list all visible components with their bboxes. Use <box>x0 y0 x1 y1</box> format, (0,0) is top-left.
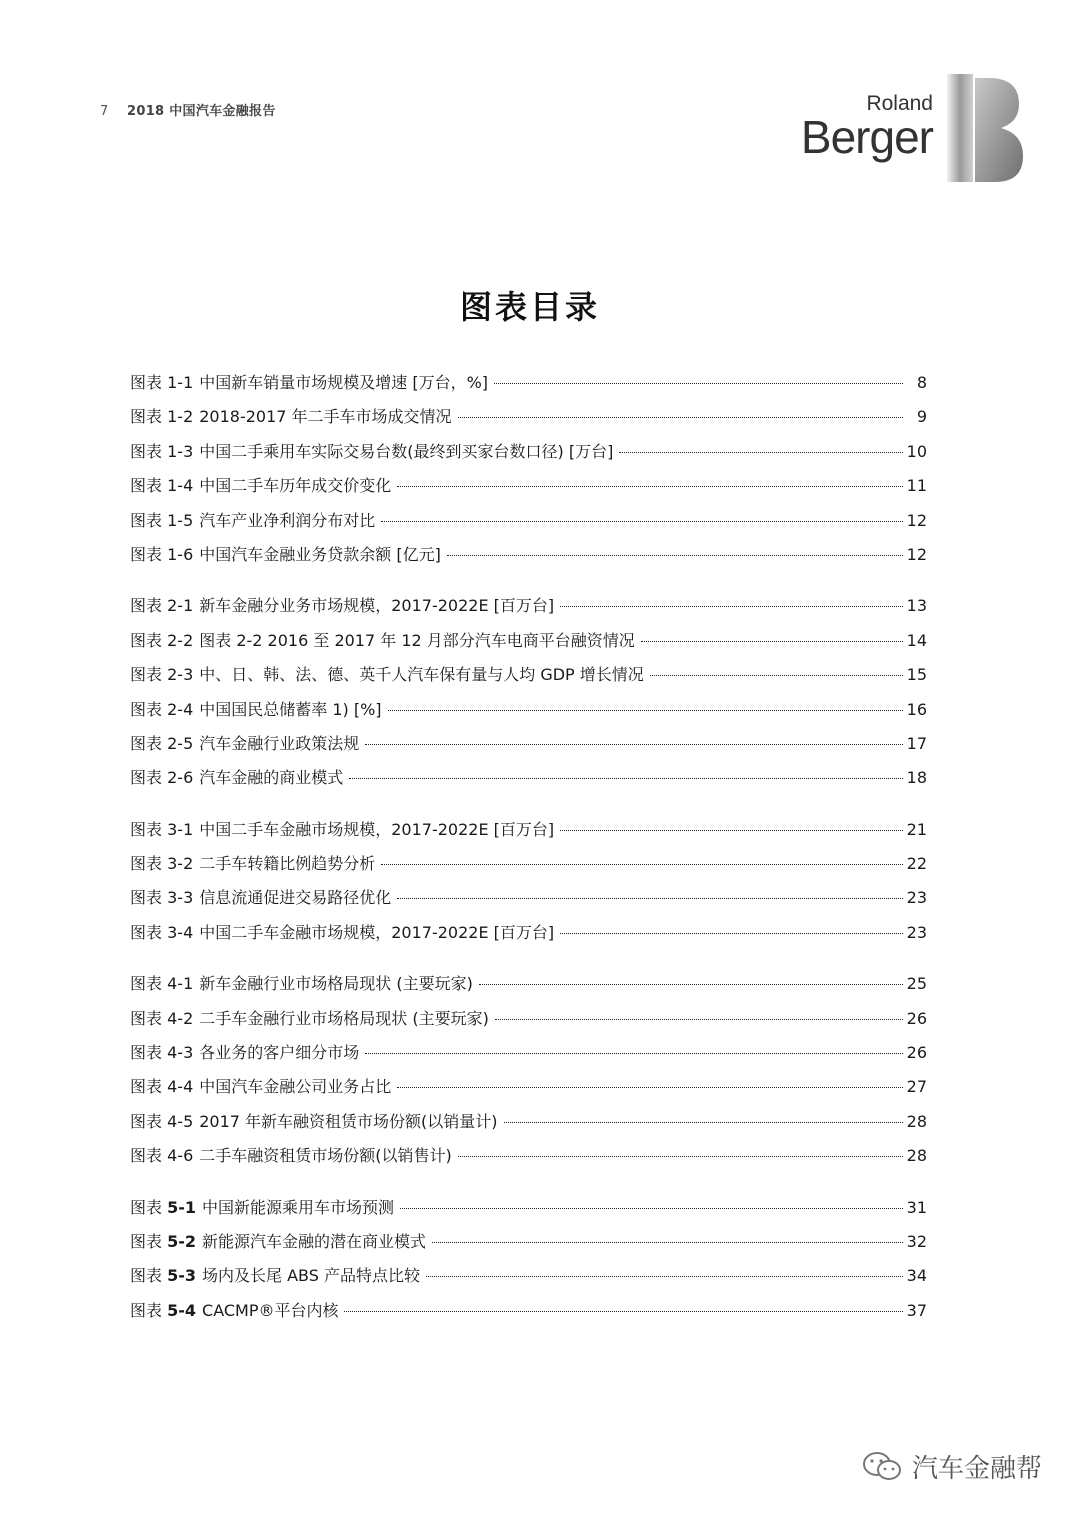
toc-entry-text: 中国二手车金融市场规模，2017-2022E [百万台] <box>199 819 555 839</box>
toc-entry-id: 2-5 <box>167 733 194 753</box>
toc-entry-id: 4-6 <box>167 1146 194 1166</box>
toc-entry-page: 26 <box>906 1043 927 1063</box>
toc-entry-id: 3-4 <box>167 922 194 942</box>
toc-entry-number-group <box>130 1112 193 1131</box>
toc-entry-prefix: 图表 <box>130 665 163 685</box>
toc-entry-prefix: 图表 <box>130 1300 163 1320</box>
toc-entry-page: 13 <box>906 596 927 616</box>
toc-entry[interactable] <box>130 1006 927 1040</box>
logo-b-mark-icon <box>945 74 1025 184</box>
dot-leader <box>365 1053 902 1054</box>
wechat-icon <box>862 1450 902 1484</box>
toc-entry-text: 汽车产业净利润分布对比 <box>199 510 376 530</box>
page-header <box>100 100 276 119</box>
toc-entry-text: 中国二手车历年成交价变化 <box>199 476 392 496</box>
dot-leader <box>447 555 903 556</box>
toc-entry-number-group <box>130 631 193 650</box>
toc-entry-prefix: 图表 <box>130 476 163 496</box>
toc-entry-number-group <box>130 700 193 719</box>
toc-entry-prefix: 图表 <box>130 1146 163 1166</box>
toc-entry-text: 二手车金融行业市场格局现状 (主要玩家) <box>199 1008 489 1028</box>
page-number: 7 <box>100 104 109 119</box>
dot-leader <box>349 778 902 779</box>
toc-entry-number-group <box>130 1232 196 1251</box>
toc-entry-id: 4-3 <box>167 1043 194 1063</box>
dot-leader <box>494 383 903 384</box>
toc-entry-number-group <box>130 1077 193 1096</box>
toc-entry[interactable] <box>130 662 927 696</box>
toc-entry-text: 中国二手车金融市场规模，2017-2022E [百万台] <box>199 922 555 942</box>
toc-entry-prefix: 图表 <box>130 733 163 753</box>
toc-entry-page: 25 <box>906 974 927 994</box>
logo-text-berger: Berger <box>800 111 933 163</box>
toc-entry-page: 34 <box>906 1266 927 1286</box>
toc-entry-prefix: 图表 <box>130 1043 163 1063</box>
toc-entry-label <box>130 508 375 531</box>
toc-entry-label <box>130 817 554 840</box>
toc-entry-id: 1-4 <box>167 476 194 496</box>
toc-entry-id: 2-2 <box>167 630 194 650</box>
toc-entry[interactable] <box>130 542 927 576</box>
toc-entry-page: 11 <box>906 476 927 496</box>
watermark <box>862 1448 1042 1485</box>
toc-entry-prefix: 图表 <box>130 819 163 839</box>
dot-leader <box>560 606 902 607</box>
toc-entry-id: 3-3 <box>167 888 194 908</box>
toc-entry[interactable] <box>130 1143 927 1177</box>
toc-entry[interactable] <box>130 439 927 473</box>
dot-leader <box>641 641 903 642</box>
watermark-text: 汽车金融帮 <box>912 1454 1043 1484</box>
toc-entry-number-group <box>130 768 193 787</box>
toc-entry-prefix: 图表 <box>130 974 163 994</box>
toc-entry-page: 32 <box>906 1231 927 1251</box>
toc-entry-label <box>130 885 391 908</box>
group-gap <box>130 1178 927 1195</box>
toc-entry[interactable] <box>130 817 927 851</box>
toc-entry-page: 15 <box>906 665 927 685</box>
dot-leader <box>397 1087 902 1088</box>
toc-entry-number-group <box>130 1301 196 1320</box>
toc-entry-page: 10 <box>906 441 927 461</box>
toc-entry-number-group <box>130 407 193 426</box>
dot-leader <box>426 1276 903 1277</box>
dot-leader <box>479 984 903 985</box>
toc-entry-number-group <box>130 1043 193 1062</box>
toc-entry-prefix: 图表 <box>130 768 163 788</box>
toc-entry-prefix: 图表 <box>130 888 163 908</box>
toc-entry-text: 信息流通促进交易路径优化 <box>199 888 392 908</box>
dot-leader <box>560 830 902 831</box>
toc-entry[interactable] <box>130 697 927 731</box>
toc-entry-number-group <box>130 373 193 392</box>
toc-entry[interactable] <box>130 731 927 765</box>
toc-entry-id: 5-1 <box>167 1197 197 1217</box>
toc-entry-number-group <box>130 888 193 907</box>
toc-entry[interactable] <box>130 971 927 1005</box>
toc-entry-label <box>130 662 644 685</box>
dot-leader <box>560 933 902 934</box>
toc-entry[interactable] <box>130 473 927 507</box>
toc-entry[interactable] <box>130 765 927 799</box>
toc-entry-text: 新车金融行业市场格局现状 (主要玩家) <box>199 974 473 994</box>
toc-entry-text: 二手车融资租赁市场份额(以销售计) <box>199 1146 452 1166</box>
toc-entry-page: 23 <box>906 922 927 942</box>
toc-entry-prefix: 图表 <box>130 1197 163 1217</box>
toc-entry-number-group <box>130 734 193 753</box>
toc-entry-label <box>130 1074 391 1097</box>
toc-entry-number-group <box>130 545 193 564</box>
toc-entry-number-group <box>130 923 193 942</box>
dot-leader <box>495 1019 903 1020</box>
toc-entry-id: 5-2 <box>167 1231 197 1251</box>
toc-entry-id: 4-1 <box>167 974 194 994</box>
toc-entry-label <box>130 1263 420 1286</box>
toc-entry-number-group <box>130 1198 196 1217</box>
toc-entry-label <box>130 765 343 788</box>
toc-entry-page: 21 <box>906 819 927 839</box>
toc-entry[interactable] <box>130 1074 927 1108</box>
toc-entry-text: 二手车转籍比例趋势分析 <box>199 854 376 874</box>
toc-entry[interactable] <box>130 1109 927 1143</box>
toc-entry-number-group <box>130 854 193 873</box>
toc-entry-label <box>130 370 488 393</box>
toc-entry-id: 1-1 <box>167 373 194 392</box>
toc-entry-label <box>130 1109 498 1132</box>
dot-leader <box>458 1156 903 1157</box>
toc-entry-id: 1-3 <box>167 441 194 461</box>
toc-entry-id: 4-2 <box>167 1008 194 1028</box>
dot-leader <box>365 744 902 745</box>
toc-entry-label <box>130 1195 394 1218</box>
toc-entry-page: 26 <box>906 1008 927 1028</box>
dot-leader <box>504 1122 903 1123</box>
toc-entry-prefix: 图表 <box>130 510 163 530</box>
toc-entry[interactable] <box>130 885 927 919</box>
toc-entry-text: 汽车金融的商业模式 <box>199 768 344 788</box>
toc-entry-id: 3-1 <box>167 819 194 839</box>
toc-entry-label <box>130 731 359 754</box>
toc-entry-id: 5-4 <box>167 1300 197 1320</box>
toc-entry-label <box>130 1040 359 1063</box>
logo-text-roland: Roland <box>866 92 933 115</box>
toc-entry-text: 新能源汽车金融的潜在商业模式 <box>202 1231 427 1251</box>
toc-entry-page: 17 <box>906 733 927 753</box>
toc-entry-id: 4-5 <box>167 1111 194 1131</box>
toc-entry-prefix: 图表 <box>130 441 163 461</box>
toc-entry-prefix: 图表 <box>130 596 163 616</box>
toc-entry[interactable] <box>130 628 927 662</box>
toc-entry-label <box>130 628 635 651</box>
dot-leader <box>397 486 902 487</box>
dot-leader <box>619 452 902 453</box>
report-title: 2018 中国汽车金融报告 <box>127 104 276 119</box>
dot-leader <box>432 1242 903 1243</box>
toc-entry-prefix: 图表 <box>130 1266 163 1286</box>
toc-entry-page: 27 <box>906 1077 927 1097</box>
toc-entry-text: 中国新车销量市场规模及增速 [万台，%] <box>199 373 489 392</box>
dot-leader <box>344 1311 902 1312</box>
toc-entry-prefix: 图表 <box>130 407 163 427</box>
toc-entry-label <box>130 971 473 994</box>
toc-entry[interactable] <box>130 1040 927 1074</box>
toc-entry-number-group <box>130 820 193 839</box>
toc-entry-number-group <box>130 1146 193 1165</box>
dot-leader <box>381 864 902 865</box>
toc-entry-prefix: 图表 <box>130 699 163 719</box>
dot-leader <box>381 521 902 522</box>
toc-entry-id: 2-6 <box>167 768 194 788</box>
toc-entry-prefix: 图表 <box>130 854 163 874</box>
toc-entry-prefix: 图表 <box>130 373 163 392</box>
toc-entry-page: 23 <box>906 888 927 908</box>
toc-entry-page: 28 <box>906 1146 927 1166</box>
toc-title: 图表目录 <box>459 288 600 326</box>
toc-entry[interactable] <box>130 508 927 542</box>
toc-entry[interactable] <box>130 1195 927 1229</box>
toc-entry-prefix: 图表 <box>130 630 163 650</box>
toc-entry[interactable] <box>130 1229 927 1263</box>
toc-entry-text: 中国新能源乘用车市场预测 <box>202 1197 395 1217</box>
toc-entry-label <box>130 593 554 616</box>
toc-entry[interactable] <box>130 593 927 627</box>
table-of-contents <box>130 370 927 1332</box>
toc-entry-number-group <box>130 665 193 684</box>
toc-entry-text: 中国汽车金融业务贷款余额 [亿元] <box>199 544 441 564</box>
toc-entry-text: 中国汽车金融公司业务占比 <box>199 1077 392 1097</box>
toc-entry-label <box>130 404 452 427</box>
toc-entry-label <box>130 920 554 943</box>
toc-entry-id: 1-5 <box>167 510 194 530</box>
toc-entry-id: 2-4 <box>167 699 194 719</box>
roland-berger-logo <box>800 74 1025 184</box>
toc-entry-prefix: 图表 <box>130 922 163 942</box>
toc-entry[interactable] <box>130 920 927 954</box>
toc-entry-prefix: 图表 <box>130 1077 163 1097</box>
group-gap <box>130 954 927 971</box>
group-gap <box>130 576 927 593</box>
toc-entry[interactable] <box>130 1298 927 1332</box>
toc-entry-label <box>130 1298 338 1321</box>
toc-entry-page: 8 <box>916 373 927 392</box>
toc-entry-page: 9 <box>916 407 927 427</box>
toc-entry-id: 5-3 <box>167 1266 197 1286</box>
toc-entry-prefix: 图表 <box>130 544 163 564</box>
toc-entry[interactable] <box>130 404 927 438</box>
toc-entry-page: 28 <box>906 1111 927 1131</box>
dot-leader <box>397 898 902 899</box>
toc-entry-label <box>130 851 375 874</box>
toc-entry-number-group <box>130 1009 193 1028</box>
toc-entry-number-group <box>130 511 193 530</box>
toc-entry-id: 2-1 <box>167 596 194 616</box>
toc-entry-label <box>130 439 613 462</box>
toc-entry-page: 37 <box>906 1300 927 1320</box>
toc-entry-id: 1-2 <box>167 407 194 427</box>
toc-entry-prefix: 图表 <box>130 1008 163 1028</box>
toc-entry-text: 中国二手乘用车实际交易台数(最终到买家台数口径) [万台] <box>199 441 614 461</box>
toc-entry-id: 3-2 <box>167 854 194 874</box>
toc-entry-text: 汽车金融行业政策法规 <box>199 733 360 753</box>
toc-entry-number-group <box>130 596 193 615</box>
toc-entry-label <box>130 1006 489 1029</box>
toc-entry-id: 2-3 <box>167 665 194 685</box>
toc-entry-label <box>130 1143 452 1166</box>
dot-leader <box>458 417 903 418</box>
toc-entry-number-group <box>130 442 193 461</box>
toc-entry-text: 中、日、韩、法、德、英千人汽车保有量与人均 GDP 增长情况 <box>199 665 644 685</box>
toc-entry-page: 16 <box>906 699 927 719</box>
toc-entry-number-group <box>130 1266 196 1285</box>
toc-entry[interactable] <box>130 1263 927 1297</box>
toc-entry-text: CACMP®平台内核 <box>202 1300 339 1320</box>
toc-entry-text: 场内及长尾 ABS 产品特点比较 <box>202 1266 420 1286</box>
toc-entry-prefix: 图表 <box>130 1111 163 1131</box>
dot-leader <box>650 675 903 676</box>
toc-entry-text: 2018-2017 年二手车市场成交情况 <box>199 407 452 427</box>
toc-entry-page: 12 <box>906 544 927 564</box>
toc-entry[interactable] <box>130 370 927 404</box>
toc-entry-text: 各业务的客户细分市场 <box>199 1043 360 1063</box>
toc-entry-number-group <box>130 476 193 495</box>
toc-entry-label <box>130 542 441 565</box>
toc-entry-text: 中国国民总储蓄率 1) [%] <box>199 699 382 719</box>
dot-leader <box>388 710 903 711</box>
toc-entry[interactable] <box>130 851 927 885</box>
toc-entry-label <box>130 473 391 496</box>
dot-leader <box>400 1208 903 1209</box>
toc-entry-page: 14 <box>906 630 927 650</box>
toc-entry-page: 22 <box>906 854 927 874</box>
toc-entry-label <box>130 697 382 720</box>
toc-entry-prefix: 图表 <box>130 1231 163 1251</box>
toc-entry-id: 4-4 <box>167 1077 194 1097</box>
toc-entry-text: 2017 年新车融资租赁市场份额(以销量计) <box>199 1111 498 1131</box>
toc-entry-text: 图表 2-2 2016 至 2017 年 12 月部分汽车电商平台融资情况 <box>199 630 635 650</box>
toc-entry-text: 新车金融分业务市场规模，2017-2022E [百万台] <box>199 596 555 616</box>
toc-entry-number-group <box>130 974 193 993</box>
toc-entry-page: 12 <box>906 510 927 530</box>
toc-entry-id: 1-6 <box>167 544 194 564</box>
group-gap <box>130 800 927 817</box>
toc-entry-page: 31 <box>906 1197 927 1217</box>
toc-entry-page: 18 <box>906 768 927 788</box>
toc-entry-label <box>130 1229 426 1252</box>
